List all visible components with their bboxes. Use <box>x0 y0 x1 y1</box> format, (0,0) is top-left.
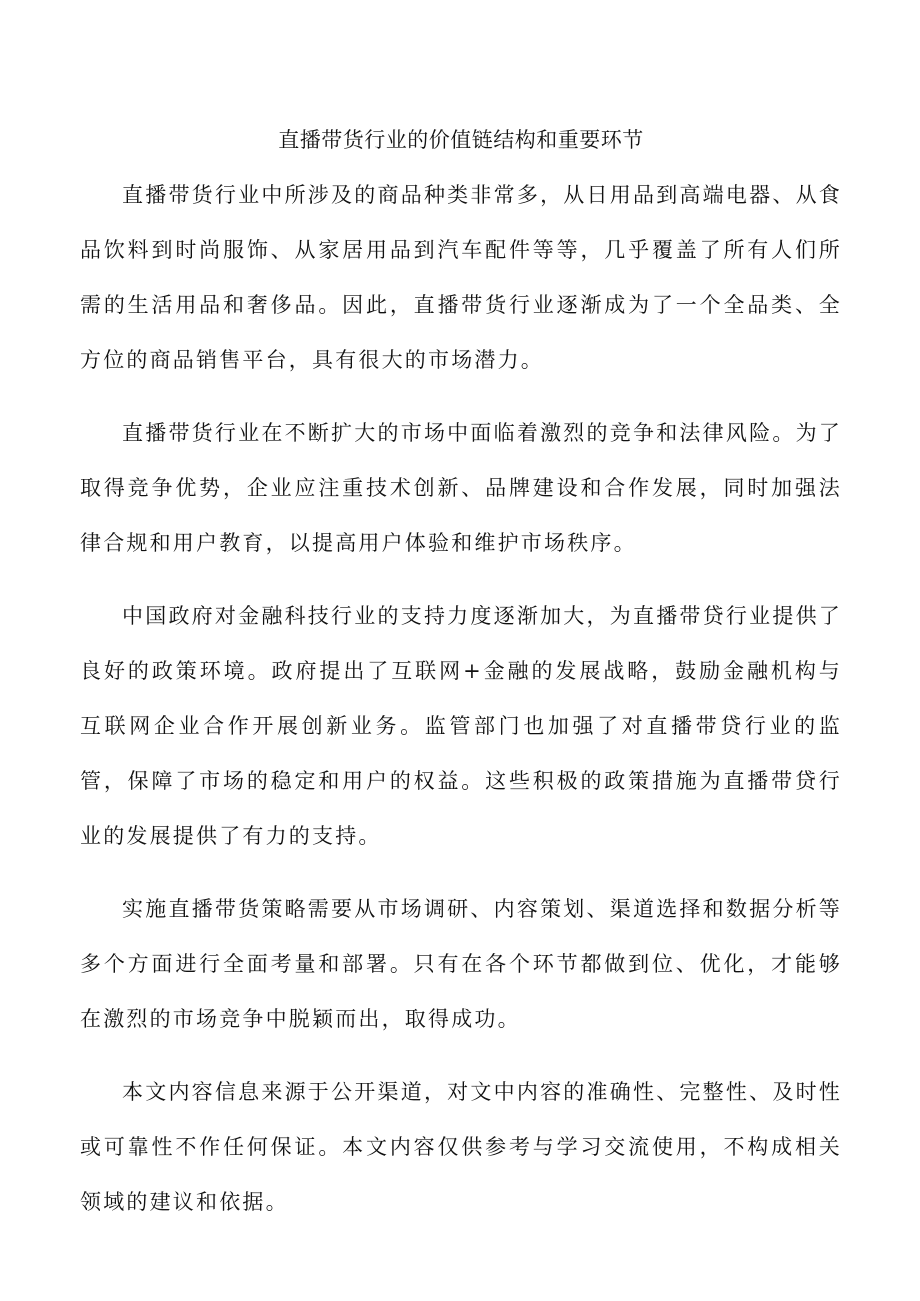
paragraph-competition-risks: 直播带货行业在不断扩大的市场中面临着激烈的竞争和法律风险。为了取得竞争优势，企业应注重技术创新、品牌建设和合作发展，同时加强法律合规和用户教育，以提高用户体验和维护市场秩序。 <box>80 421 842 555</box>
document-page <box>80 120 842 1230</box>
paragraph-policy-support: 中国政府对金融科技行业的支持力度逐渐加大，为直播带贷行业提供了良好的政策环境。政府提出了互联网+金融的发展战略，鼓励金融机构与互联网企业合作开展创新业务。监管部门也加强了对直播带贷行业的监管，保障了市场的稳定和用户的权益。这些积极的政策措施为直播带贷行业的发展提供了有力的支持。 <box>80 604 842 848</box>
paragraph-disclaimer: 本文内容信息来源于公开渠道，对文中内容的准确性、完整性、及时性或可靠性不作任何保证。本文内容仅供参考与学习交流使用，不构成相关领域的建议和依据。 <box>80 1080 842 1214</box>
paragraph-product-categories: 直播带货行业中所涉及的商品种类非常多，从日用品到高端电器、从食品饮料到时尚服饰、从家居用品到汽车配件等等，几乎覆盖了所有人们所需的生活用品和奢侈品。因此，直播带货行业逐渐成为了一个全品类、全方位的商品销售平台，具有很大的市场潜力。 <box>80 183 842 372</box>
document-title: 直播带货行业的价值链结构和重要环节 <box>278 128 644 152</box>
paragraph-strategy: 实施直播带货策略需要从市场调研、内容策划、渠道选择和数据分析等多个方面进行全面考量和部署。只有在各个环节都做到位、优化，才能够在激烈的市场竞争中脱颖而出，取得成功。 <box>80 897 842 1031</box>
